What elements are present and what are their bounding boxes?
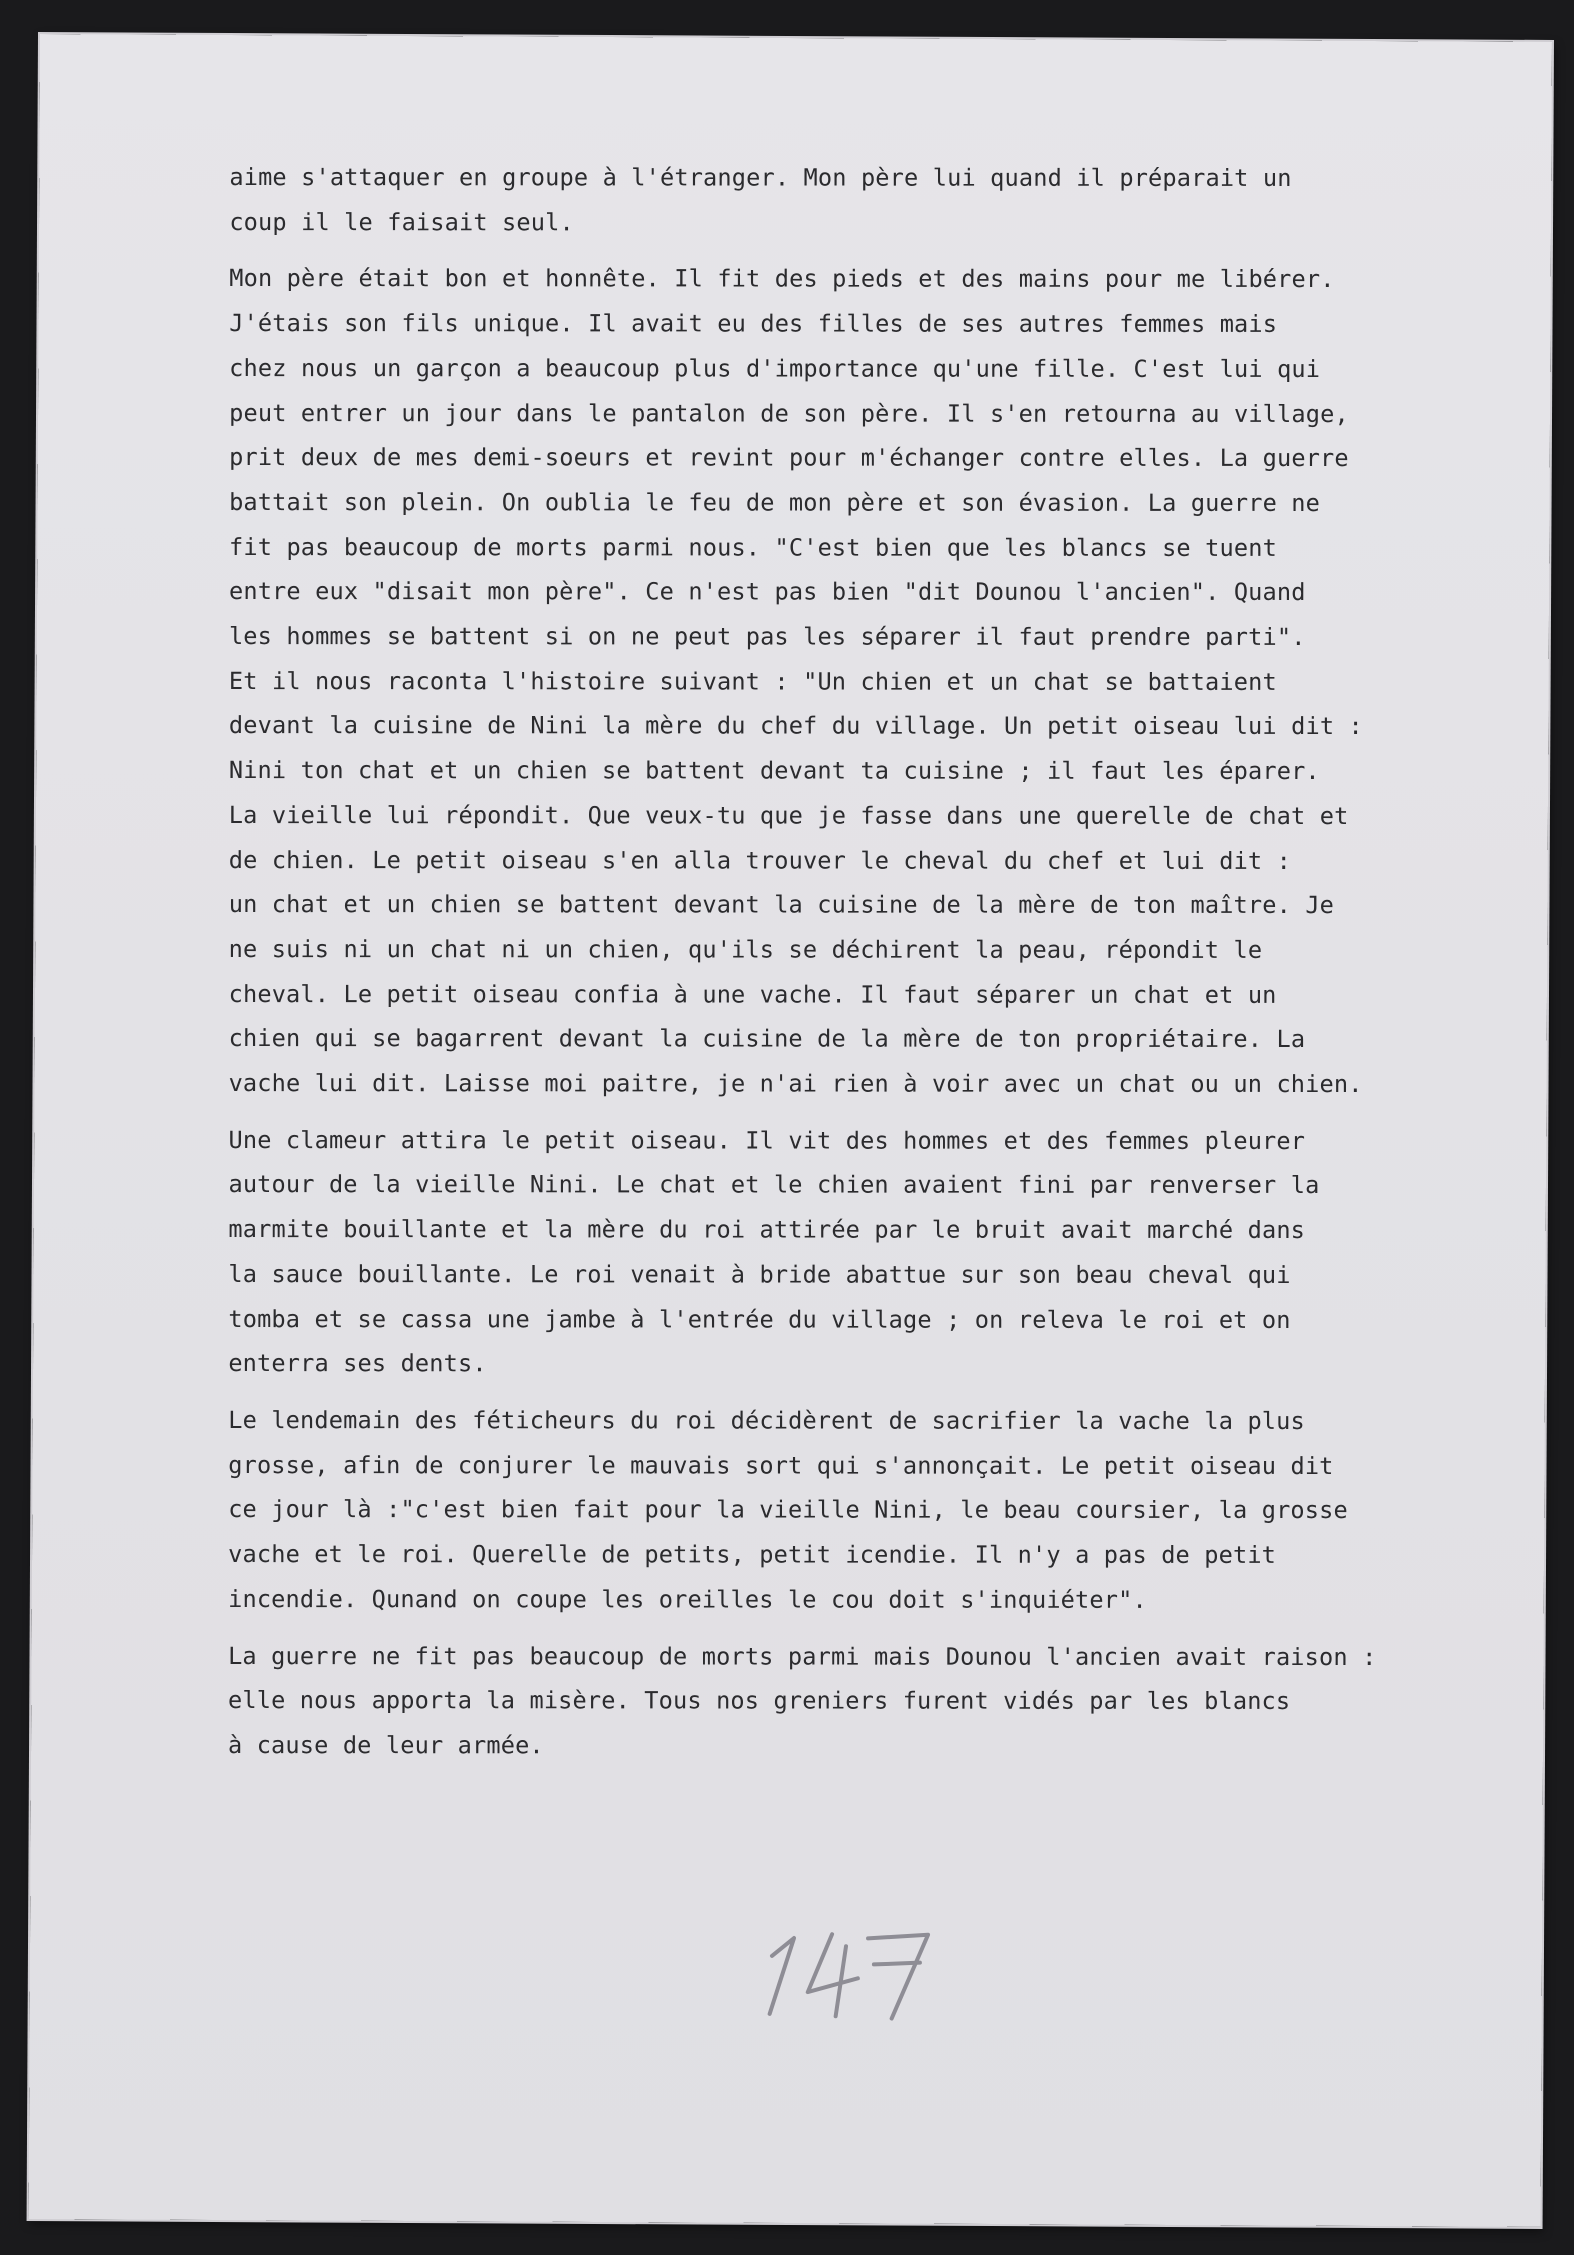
text-line: incendie. Qunand on coupe les oreilles le cou doit s'inquiéter". <box>228 1584 1147 1614</box>
text-line: grosse, afin de conjurer le mauvais sort qui s'annonçait. Le petit oiseau dit <box>228 1450 1334 1480</box>
text-line: Une clameur attira le petit oiseau. Il vit des hommes et des femmes pleurer <box>228 1125 1306 1155</box>
paragraph <box>229 256 1500 1106</box>
text-line: Le lendemain des féticheurs du roi décidèrent de sacrifier la vache la plus <box>228 1406 1305 1435</box>
text-line: prit deux de mes demi-soeurs et revint pour m'échanger contre elles. La guerre <box>229 443 1349 473</box>
text-line: de chien. Le petit oiseau s'en alla trouver le cheval du chef et lui dit : <box>228 845 1292 875</box>
text-line: tomba et se cassa une jambe à l'entrée du village ; on releva le roi et on <box>228 1304 1291 1334</box>
text-line: peut entrer un jour dans le pantalon de son père. Il s'en retourna au village, <box>229 398 1349 428</box>
text-line: marmite bouillante et la mère du roi attirée par le bruit avait marché dans <box>228 1215 1306 1245</box>
text-line: Et il nous raconta l'histoire suivant : "Un chien et un chat se battaient <box>228 666 1277 696</box>
text-line: La guerre ne fit pas beaucoup de morts parmi mais Dounou l'ancien avait raison : <box>228 1641 1377 1671</box>
text-line: J'étais son fils unique. Il avait eu des filles de ses autres femmes mais <box>229 309 1278 339</box>
text-line: autour de la vieille Nini. Le chat et le chien avaient fini par renverser la <box>228 1170 1320 1200</box>
typewritten-page <box>29 34 1552 2227</box>
text-line: coup il le faisait seul. <box>229 207 574 237</box>
text-line: vache lui dit. Laisse moi paitre, je n'ai rien à voir avec un chat ou un chien. <box>228 1069 1363 1099</box>
paragraph <box>228 1634 1498 1769</box>
text-line: Mon père était bon et honnête. Il fit des pieds et des mains pour me libérer. <box>229 264 1335 294</box>
text-line: elle nous apporta la misère. Tous nos greniers furent vidés par les blancs <box>228 1686 1291 1716</box>
text-line: vache et le roi. Querelle de petits, petit icendie. Il n'y a pas de petit <box>228 1540 1277 1570</box>
text-line: la sauce bouillante. Le roi venait à bride abattue sur son beau cheval qui <box>228 1259 1291 1289</box>
text-line: battait son plein. On oublia le feu de mon père et son évasion. La guerre ne <box>229 487 1321 517</box>
text-line: devant la cuisine de Nini la mère du chef du village. Un petit oiseau lui dit : <box>228 711 1363 741</box>
text-line: fit pas beaucoup de morts parmi nous. "C'est bien que les blancs se tuent <box>229 532 1277 562</box>
text-line: chien qui se bagarrent devant la cuisine de la mère de ton propriétaire. La <box>228 1024 1306 1054</box>
text-line: chez nous un garçon a beaucoup plus d'importance qu'une fille. C'est lui qui <box>229 353 1321 383</box>
text-line: ne suis ni un chat ni un chien, qu'ils se déchirent la peau, répondit le <box>228 934 1263 964</box>
paragraph <box>228 1118 1498 1387</box>
paragraph <box>229 155 1499 246</box>
paragraph <box>228 1398 1498 1623</box>
handwritten-page-number <box>760 1916 961 2027</box>
text-line: ce jour là :"c'est bien fait pour la vieille Nini, le beau coursier, la grosse <box>228 1495 1348 1525</box>
typewritten-text <box>228 155 1499 1781</box>
text-line: aime s'attaquer en groupe à l'étranger. Mon père lui quand il préparait un <box>229 163 1292 192</box>
text-line: La vieille lui répondit. Que veux-tu que je fasse dans une querelle de chat et <box>228 800 1349 830</box>
text-line: enterra ses dents. <box>228 1349 487 1378</box>
text-line: à cause de leur armée. <box>227 1730 544 1760</box>
text-line: un chat et un chien se battent devant la cuisine de la mère de ton maître. Je <box>228 890 1335 920</box>
text-line: entre eux "disait mon père". Ce n'est pas bien "dit Dounou l'ancien". Quand <box>228 577 1306 607</box>
text-line: Nini ton chat et un chien se battent devant ta cuisine ; il faut les éparer. <box>228 756 1320 786</box>
text-line: cheval. Le petit oiseau confia à une vache. Il faut séparer un chat et un <box>228 979 1277 1009</box>
text-line: les hommes se battent si on ne peut pas les séparer il faut prendre parti". <box>228 622 1306 652</box>
